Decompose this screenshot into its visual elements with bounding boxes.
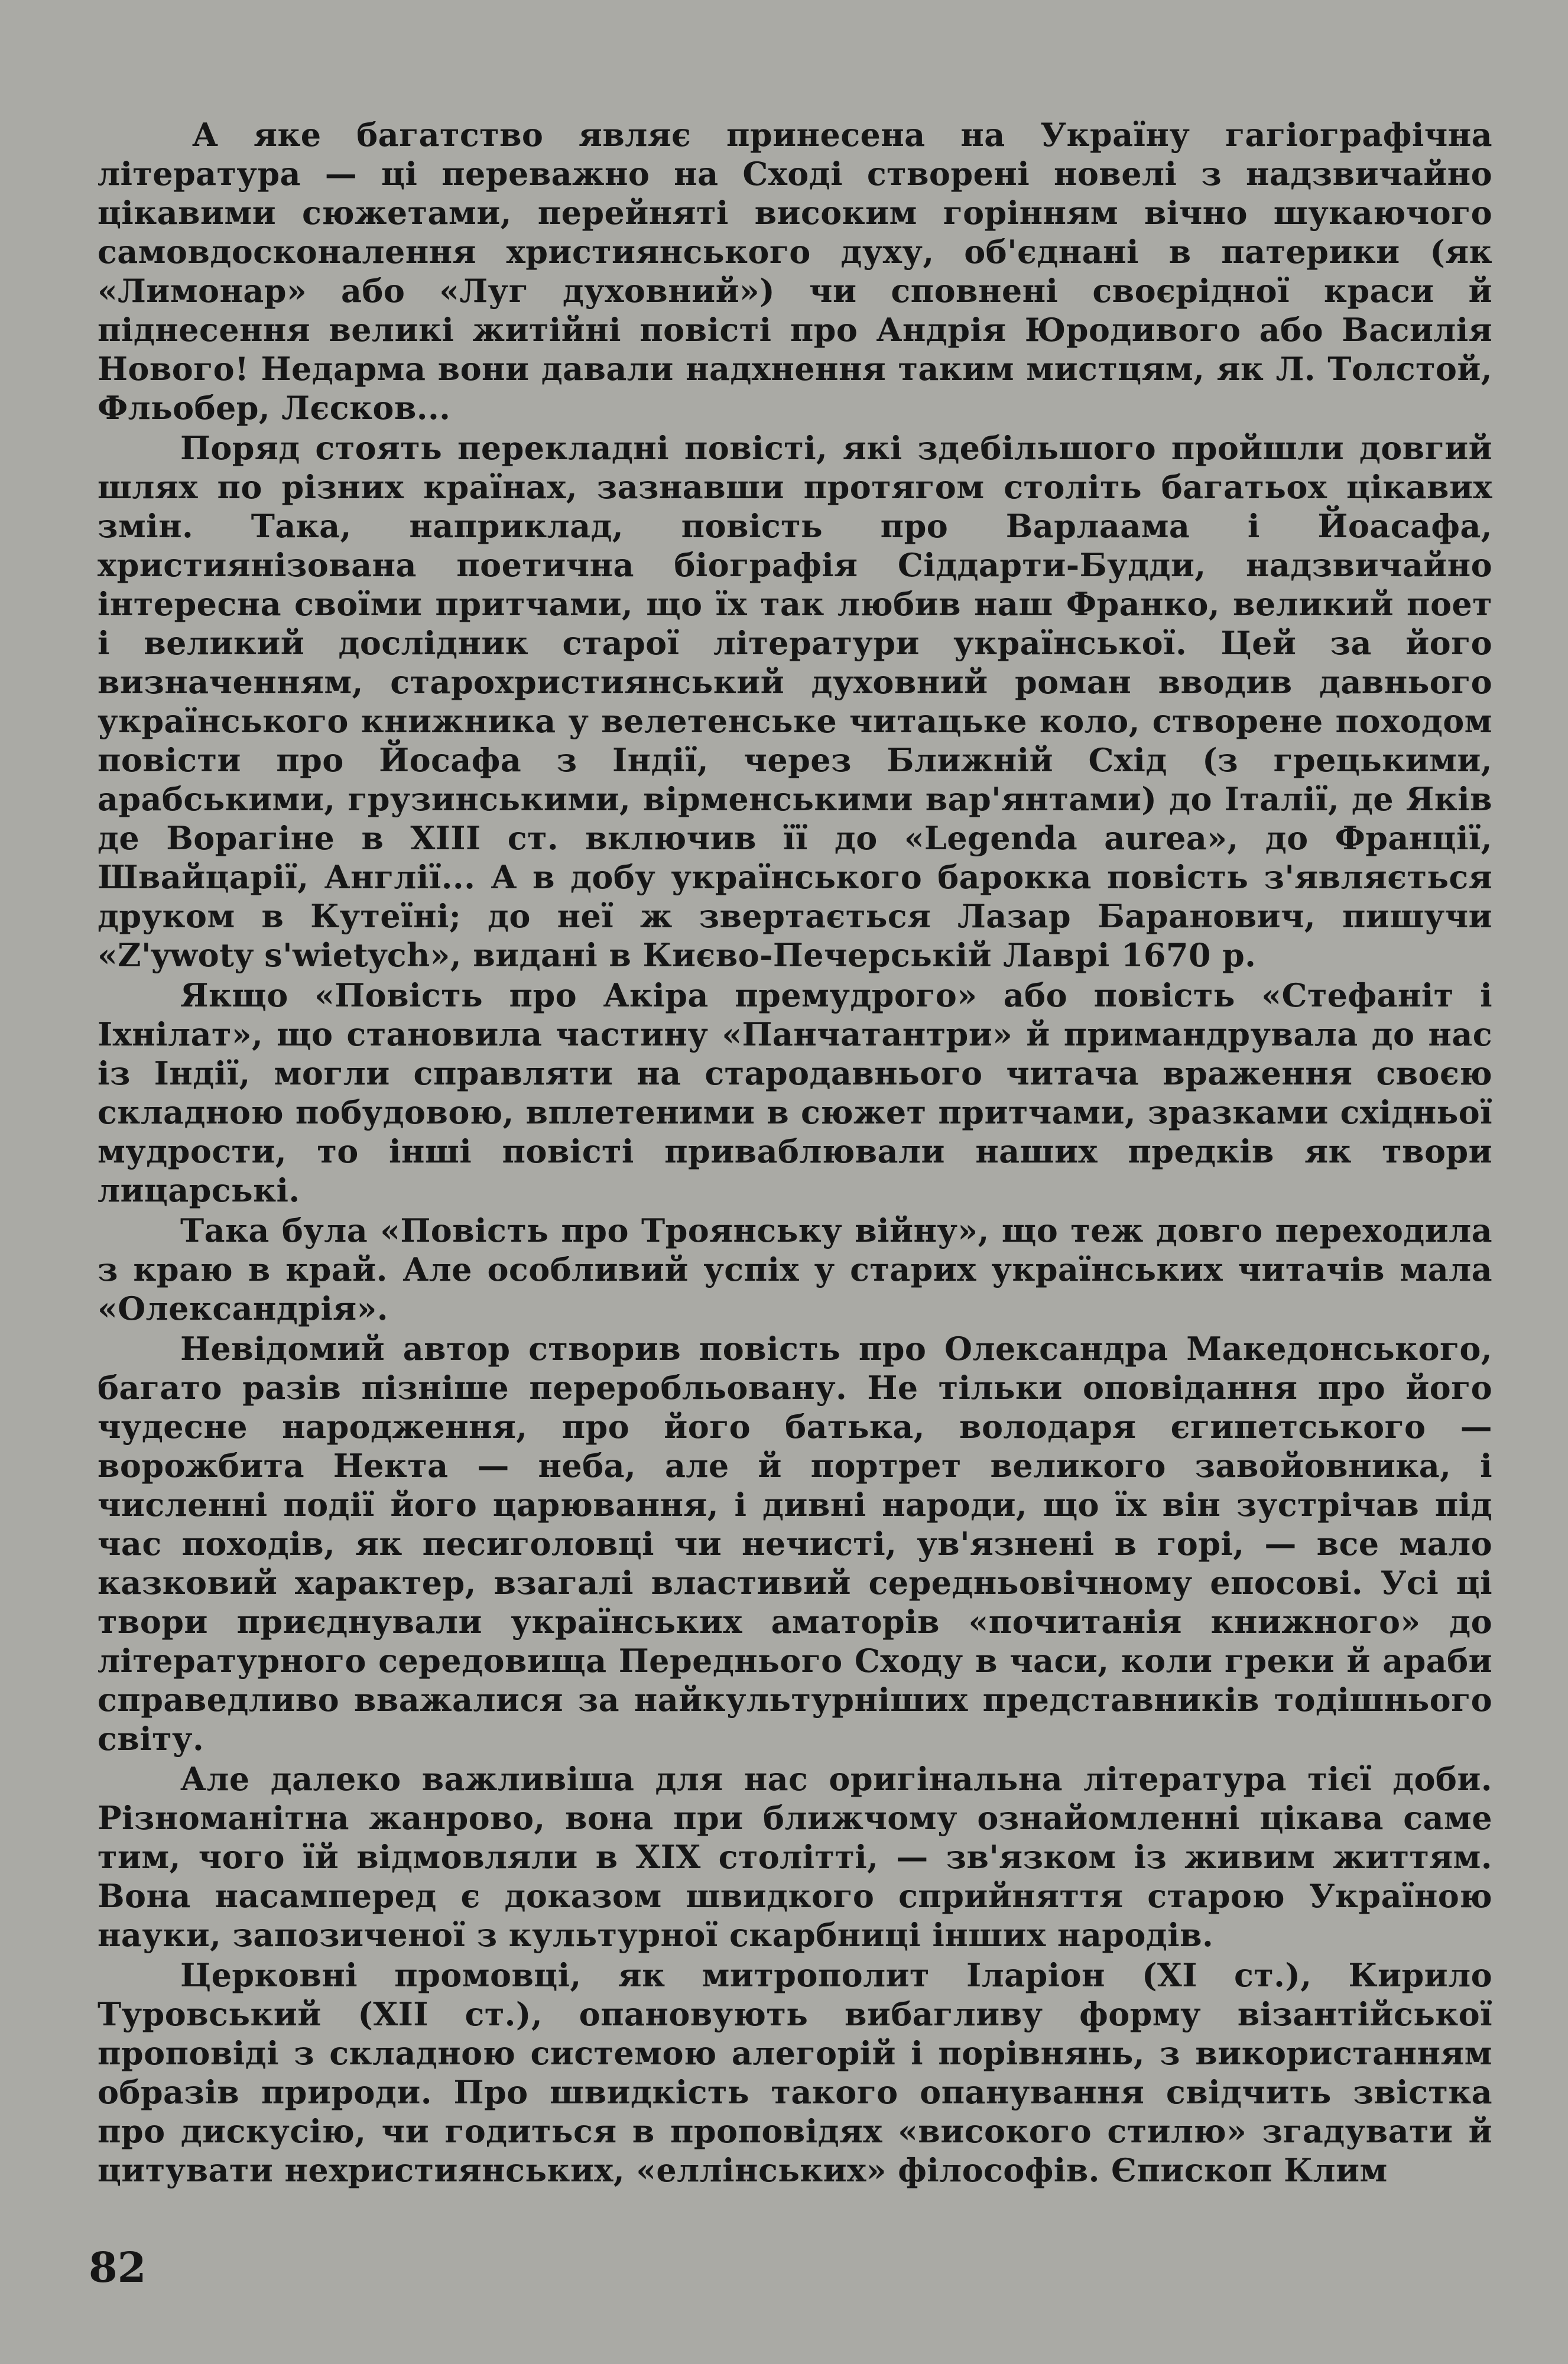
page-number: 82 — [89, 2243, 147, 2292]
paragraph-4: Така була «Повість про Троянську війну», що теж довго переходила з краю в край. Але особливий успіх у старих українських читачів мала «Олександрія». — [98, 1212, 1492, 1327]
paragraph-2: Поряд стоять перекладні повісті, які здебільшого пройшли довгий шлях по різних країнах, зазнавши протягом століть багатьох цікавих змін. Така, наприклад, повість про Варлаама і Йоасафа, християнізована поетична біографія Сіддарти-Будди, надзвичайно інтересна своїми притчами, що їх так любив наш Франко, великий поет і великий дослідник старої літератури української. Цей за його визначенням, старохристиянський духовний роман вводив давнього українського книжника у велетенське читацьке коло, створене походом повісти про Йосафа з Індії, через Ближній Схід (з грецькими, арабськими, грузинськими, вірменськими вар'янтами) до Італії, де Яків де Ворагіне в XIII ст. включив її до «Legenda aurea», до Франції, Швайцарії, Англії... А в добу українського барокка повість з'являється друком в Кутеїні; до неї ж звертається Лазар Баранович, пишучи «Z'ywoty s'wietych», видані в Києво-Печерській Лаврі 1670 р. — [98, 429, 1492, 974]
paragraph-1: А яке багатство являє принесена на Україну гагіографічна література — ці переважно на Сході створені новелі з надзвичайно цікавими сюжетами, перейняті високим горінням вічно шукаючого самовдосконалення християнського духу, об'єднані в патерики (як «Лимонар» або «Луг духовний») чи сповнені своєрідної краси й піднесення великі житійні повісті про Андрія Юродивого або Василія Нового! Недарма вони давали надхнення таким мистцям, як Л. Толстой, Фльобер, Лєсков... — [98, 116, 1492, 427]
body-text — [98, 115, 1492, 2191]
paragraph-3: Якщо «Повість про Акіра премудрого» або повість «Стефаніт і Іхнілат», що становила частину «Панчатантри» й примандрувала до нас із Індії, могли справляти на стародавнього читача враження своєю складною побудовою, вплетеними в сюжет притчами, зразками східньої мудрости, то інші повісті приваблювали наших предків як твори лицарські. — [98, 976, 1492, 1209]
paragraph-5: Невідомий автор створив повість про Олександра Македонського, багато разів пізніше переробльовану. Не тільки оповідання про його чудесне народження, про його батька, володаря єгипетського — ворожбита Некта — неба, але й портрет великого завойовника, і численні події його царювання, і дивні народи, що їх він зустрічав під час походів, як песиголовці чи нечисті, ув'язнені в горі, — все мало казковий характер, взагалі властивий середньовічному епосові. Усі ці твори приєднували українських аматорів «почитанія книжного» до літературного середовища Переднього Сходу в часи, коли греки й араби справедливо вважалися за найкультурніших представників тодішнього світу. — [98, 1330, 1492, 1758]
paragraph-7: Церковні промовці, як митрополит Іларіон (XI ст.), Кирило Туровський (XII ст.), опановують вибагливу форму візантійської проповіді з складною системою алегорій і порівнянь, з використанням образів природи. Про швидкість такого опанування свідчить звістка про дискусію, чи годиться в проповідях «високого стилю» згадувати й цитувати нехристиянських, «еллінських» філософів. Єпископ Клим — [98, 1956, 1492, 2189]
paragraph-6: Але далеко важливіша для нас оригінальна література тієї доби. Різноманітна жанрово, вона при ближчому ознайомленні цікава саме тим, чого їй відмовляли в XIX столітті, — зв'язком із живим життям. Вона насамперед є доказом швидкого сприйняття старою Україною науки, запозиченої з культурної скарбниці інших народів. — [98, 1760, 1492, 1954]
